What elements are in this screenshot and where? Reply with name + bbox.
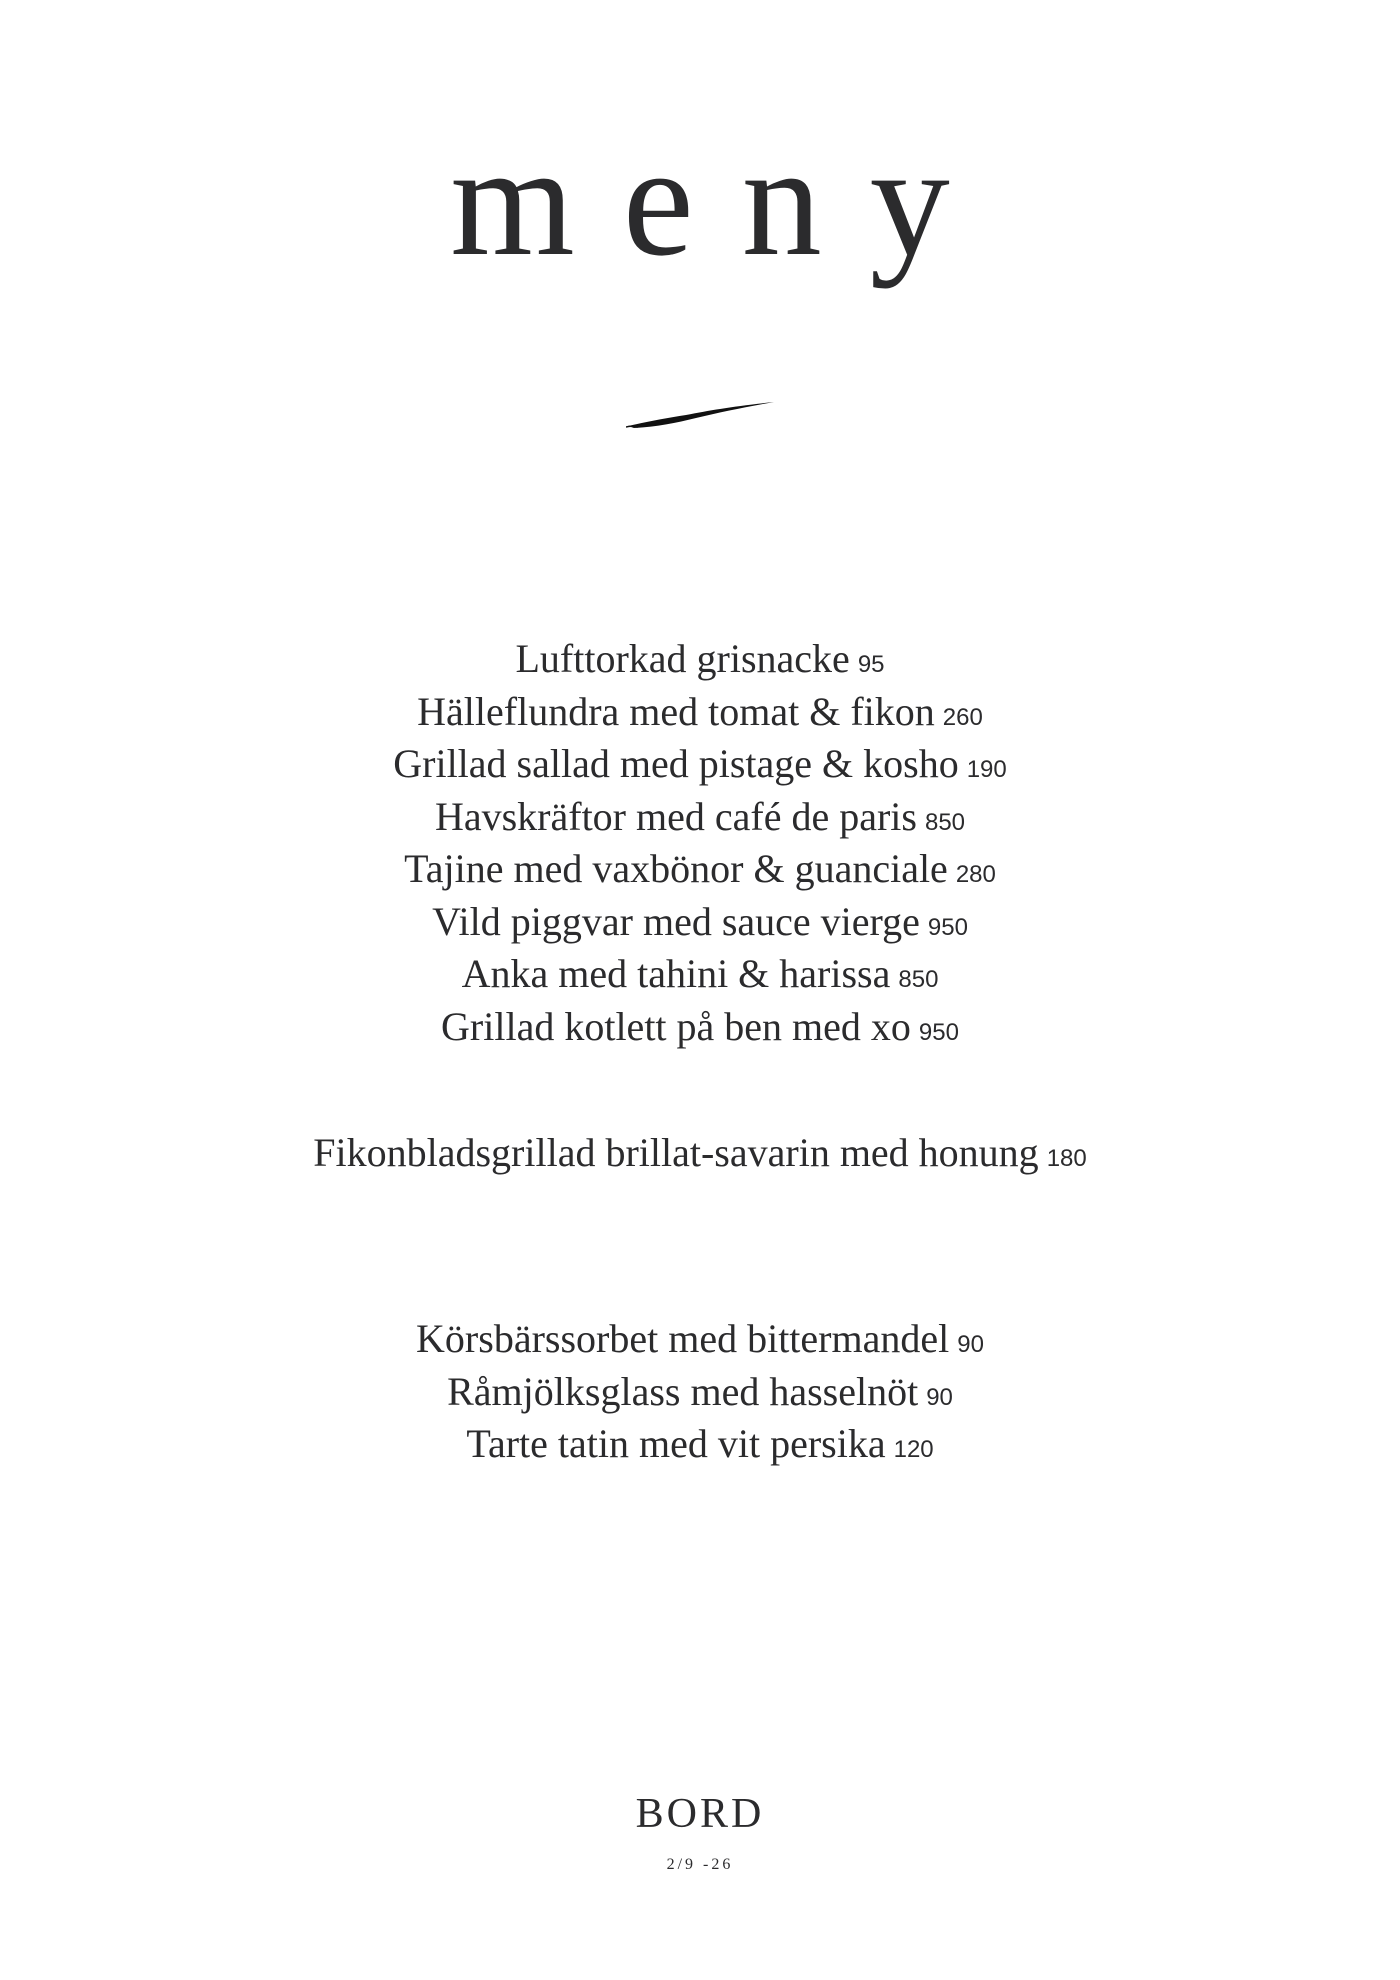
mains-list [0,636,1400,1056]
item-name: Grillad sallad med pistage & kosho [393,741,959,786]
cheese-list [0,1130,1400,1183]
item-price: 95 [857,651,885,678]
item-price: 90 [957,1331,984,1358]
item-name: Tajine med vaxbönor & guanciale [404,846,948,891]
menu-item [0,794,1400,847]
item-price: 950 [918,1018,959,1046]
item-price: 850 [924,808,966,836]
item-price: 950 [927,913,968,941]
desserts-list [0,1316,1400,1474]
menu-item [0,1004,1400,1057]
item-name: Lufttorkad grisnacke [515,636,850,681]
item-name: Fikonbladsgrillad brillat-savarin med honung [313,1130,1039,1175]
item-name: Anka med tahini & harissa [461,951,891,996]
item-name: Grillad kotlett på ben med xo [441,1003,911,1049]
menu-item [0,1369,1400,1422]
menu-item [0,951,1400,1004]
menu-item [0,1421,1400,1474]
menu-item [0,636,1400,689]
menu-item [0,1130,1400,1183]
menu-item [0,689,1400,742]
item-price: 120 [893,1436,934,1463]
item-price: 180 [1046,1145,1087,1172]
item-price: 280 [955,861,996,888]
item-name: Havskräftor med café de paris [434,793,917,839]
item-name: Hälleflundra med tomat & fikon [417,688,935,734]
menu-item [0,1316,1400,1369]
restaurant-name: BORD [635,1791,765,1837]
item-name: Tarte tatin med vit persika [466,1421,886,1466]
item-name: Råmjölksglass med hasselnöt [447,1368,919,1414]
menu-date: 2/9 -26 [666,1856,734,1873]
menu-title: meny [450,111,998,289]
item-price: 90 [926,1383,953,1411]
item-price: 190 [966,756,1007,783]
menu-item [0,846,1400,899]
item-price: 850 [898,966,939,993]
item-name: Vild piggvar med sauce vierge [432,898,920,944]
brush-stroke-divider [626,396,776,436]
item-price: 260 [942,703,983,731]
menu-item [0,899,1400,952]
item-name: Körsbärssorbet med bittermandel [416,1316,950,1361]
menu-item [0,741,1400,794]
